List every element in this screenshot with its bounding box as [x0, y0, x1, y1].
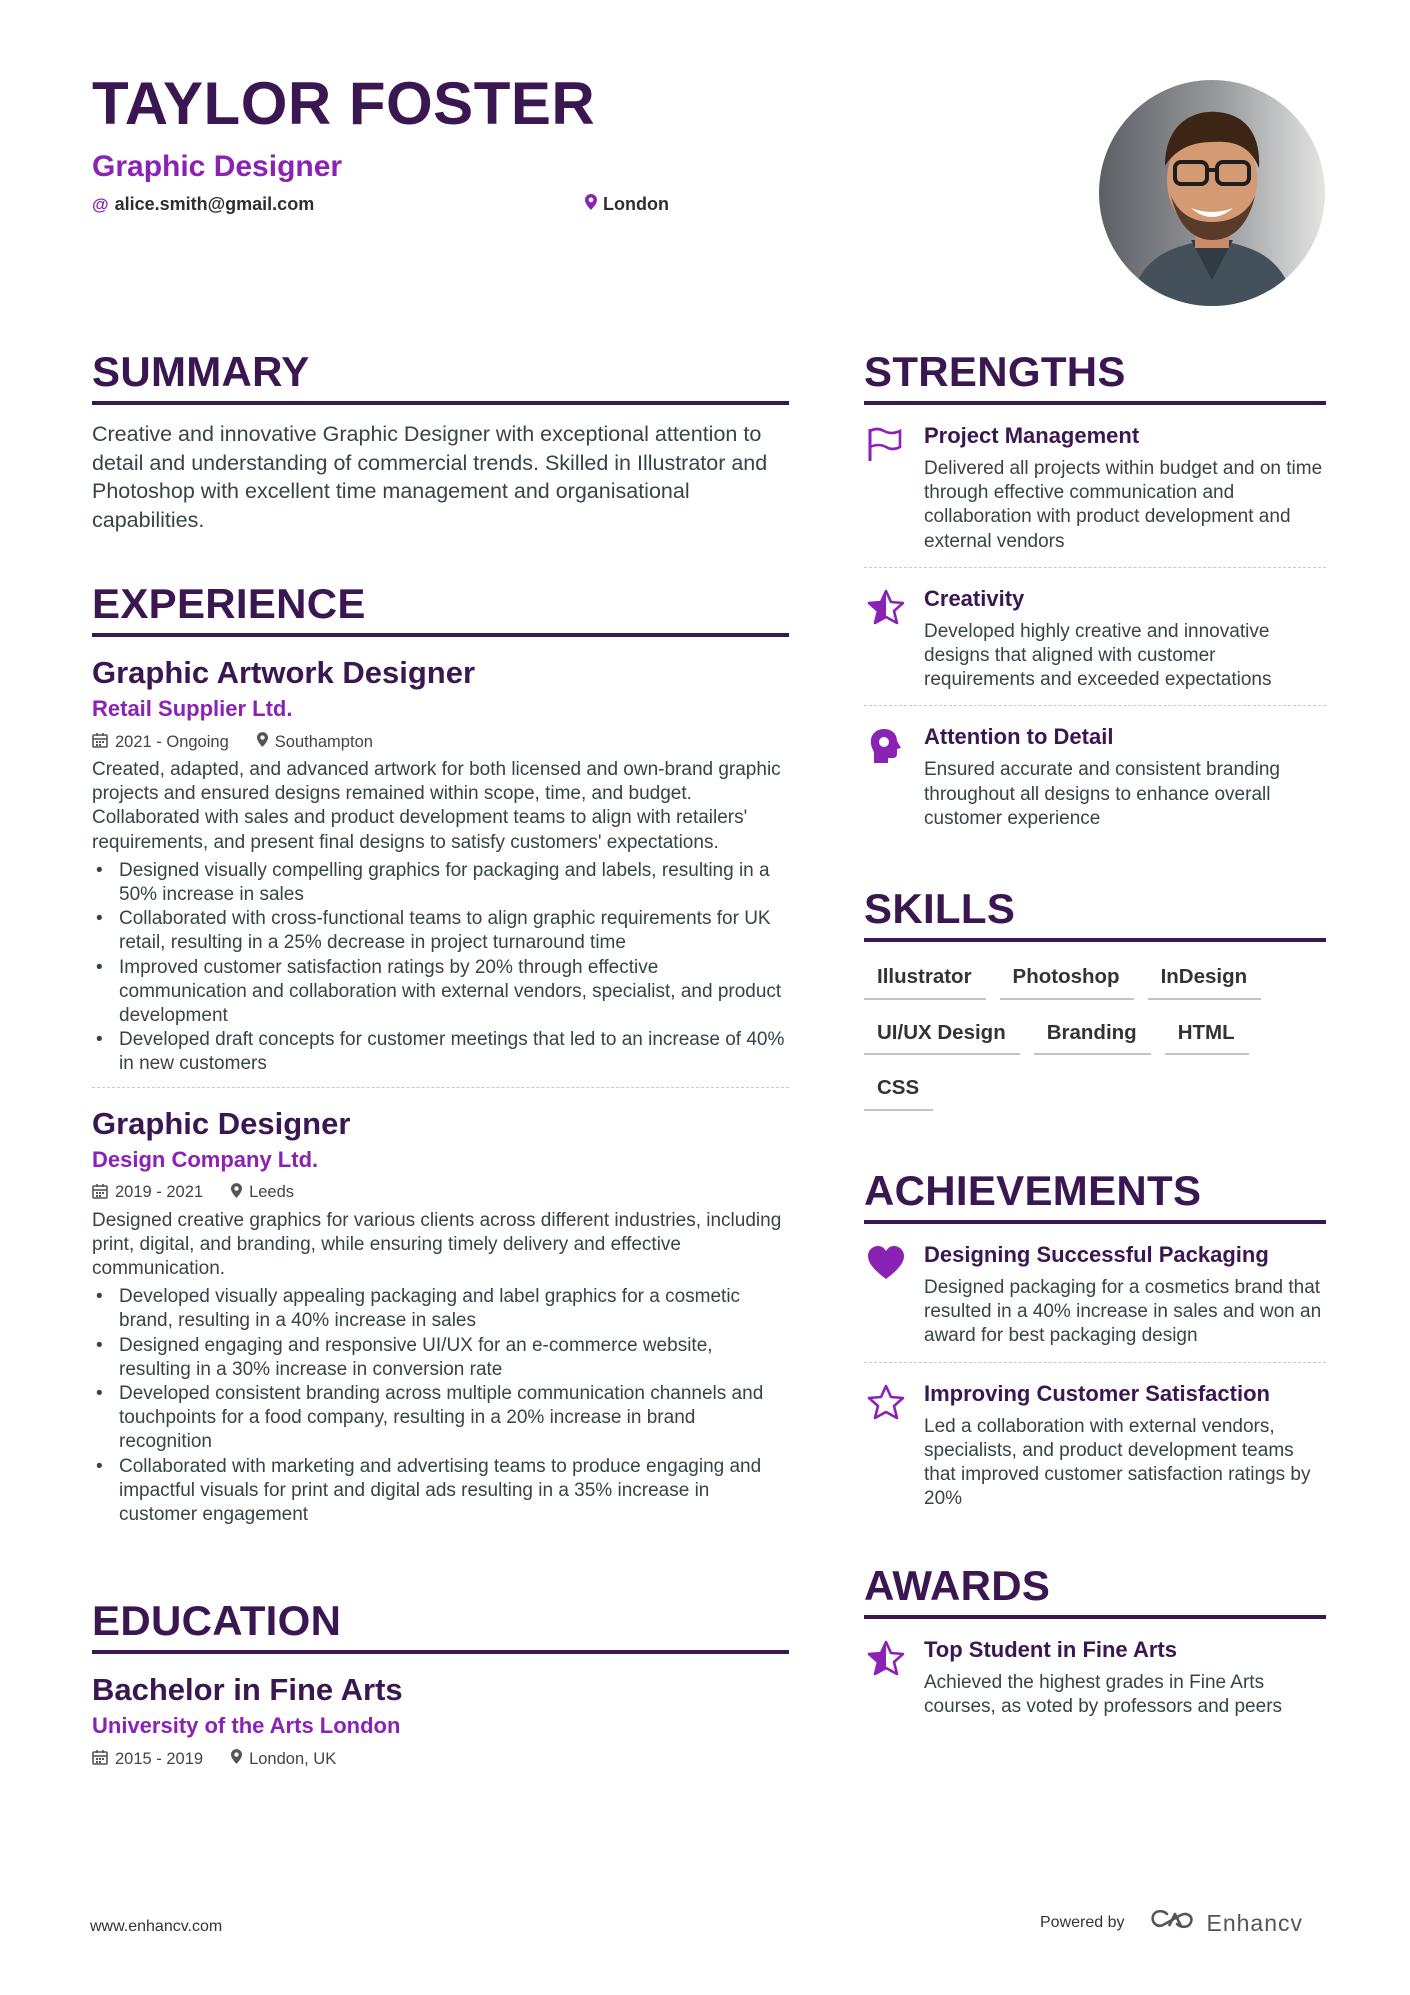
skill-tag: Photoshop [1000, 960, 1134, 1000]
summary-section [92, 348, 789, 534]
job-bullet: • Collaborated with marketing and advertising teams to produce engaging and impactful visuals for print and digital ads resulting in a 35% increase in customer engagement [92, 1455, 789, 1528]
strength-title: Creativity [924, 585, 1025, 611]
job-bullets [92, 859, 789, 1077]
location-pin-icon [257, 732, 268, 752]
enhancv-logo-icon [1149, 1908, 1195, 1938]
calendar-icon [92, 732, 108, 752]
job-bullet: • Designed engaging and responsive UI/UX for an e-commerce website, resulting in a 30% increase in conversion rate [92, 1334, 789, 1382]
powered-by-text: Powered by [1040, 1914, 1125, 1931]
candidate-headline: Graphic Designer [92, 150, 343, 183]
job-bullet: • Collaborated with cross-functional teams to align graphic requirements for UK retail, resulting in a 25% decrease in project turnaround time [92, 907, 789, 955]
company-name: Retail Supplier Ltd. [92, 696, 293, 721]
job-description: Designed creative graphics for various clients across different industries, including print, digital, and branding, while ensuring timely delivery and effective communication. [92, 1209, 782, 1280]
job-location [231, 1183, 294, 1203]
education-location-text: London, UK [249, 1749, 337, 1768]
job-bullet: • Developed draft concepts for customer meetings that led to an increase of 40% in new customers [92, 1028, 789, 1076]
at-icon: @ [92, 194, 109, 214]
job-bullet: • Developed consistent branding across multiple communication channels and touchpoints for a food company, resulting in a 20% increase in brand recognition [92, 1382, 789, 1455]
strength-item [864, 585, 1326, 693]
skill-tag: CSS [864, 1071, 933, 1111]
section-divider [92, 633, 789, 637]
job-description: Created, adapted, and advanced artwork for both licensed and own-brand graphic projects and ensured designs remained within scope, time, and budget. Collaborated with sales and product development teams to align with retailers' requirements, and present final designs to satisfy customers' expectations. [92, 759, 781, 853]
strengths-section [864, 348, 1326, 831]
experience-entry [92, 657, 789, 1077]
strength-description: Developed highly creative and innovative designs that aligned with customer requirements and exceeded expectations [924, 620, 1272, 691]
flag-icon [866, 425, 906, 465]
degree-title: Bachelor in Fine Arts [92, 1672, 403, 1707]
job-location-text: Leeds [249, 1183, 295, 1202]
location-contact [585, 194, 669, 215]
job-location-text: Southampton [274, 732, 373, 751]
strength-item [864, 726, 1326, 831]
section-divider [92, 401, 789, 405]
achievements-heading: ACHIEVEMENTS [864, 1167, 1202, 1214]
job-dates-text: 2019 - 2021 [115, 1183, 204, 1202]
brand-name: Enhancv [1206, 1909, 1304, 1936]
job-bullets [92, 1285, 789, 1527]
entry-separator [92, 1087, 789, 1088]
star-half-icon [866, 588, 906, 628]
achievement-description: Led a collaboration with external vendors, specialists, and product development teams that improved customer satisfaction ratings by 20% [924, 1415, 1311, 1510]
section-divider [92, 1650, 789, 1654]
location-pin-icon [585, 194, 597, 215]
profile-photo [1099, 80, 1325, 306]
job-location [257, 732, 373, 752]
calendar-icon [92, 1183, 108, 1203]
skill-tag: UI/UX Design [864, 1016, 1020, 1056]
summary-heading: SUMMARY [92, 348, 310, 395]
job-dates [92, 732, 229, 752]
job-dates-text: 2021 - Ongoing [115, 732, 229, 751]
strength-description: Delivered all projects within budget and on time through effective communication and collaboration with product development and external vendors [924, 458, 1323, 552]
strengths-heading: STRENGTHS [864, 348, 1126, 395]
education-dates [92, 1749, 203, 1769]
achievement-title: Improving Customer Satisfaction [924, 1380, 1270, 1406]
education-dates-text: 2015 - 2019 [115, 1749, 204, 1768]
skills-section [864, 885, 1326, 1111]
experience-entry [92, 1105, 789, 1528]
awards-section [864, 1562, 1326, 1719]
head-icon [866, 726, 906, 766]
candidate-name: TAYLOR FOSTER [92, 70, 596, 137]
email-contact[interactable] [92, 194, 314, 215]
job-bullet: • Developed visually appealing packaging and label graphics for a cosmetic brand, resulting in a 40% increase in sales [92, 1285, 789, 1333]
brand-logo [1149, 1908, 1304, 1938]
job-meta [92, 1183, 789, 1203]
calendar-icon [92, 1749, 108, 1769]
section-divider [864, 1220, 1326, 1224]
education-location [231, 1749, 336, 1769]
job-title: Graphic Artwork Designer [92, 655, 476, 690]
achievement-title: Designing Successful Packaging [924, 1242, 1269, 1267]
education-heading: EDUCATION [92, 1597, 342, 1644]
strength-title: Project Management [924, 423, 1140, 448]
job-bullet: • Improved customer satisfaction ratings by 20% through effective communication and collaboration with external vendors, specialist, and product development [92, 956, 789, 1029]
skill-tag: Illustrator [864, 960, 986, 1000]
section-divider [864, 401, 1326, 405]
strength-description: Ensured accurate and consistent branding throughout all designs to enhance overall customer experience [924, 759, 1280, 829]
achievement-item [864, 1244, 1326, 1349]
education-section [92, 1597, 789, 1769]
skill-tag: Branding [1034, 1016, 1151, 1056]
award-title: Top Student in Fine Arts [924, 1637, 1177, 1662]
heart-icon [866, 1244, 906, 1284]
footer-website-link[interactable]: www.enhancv.com [90, 1918, 223, 1935]
location-pin-icon [231, 1183, 242, 1203]
achievement-item [864, 1380, 1326, 1512]
achievement-description: Designed packaging for a cosmetics brand that resulted in a 40% increase in sales and won an award for best packaging design [924, 1277, 1322, 1347]
school-name: University of the Arts London [92, 1713, 401, 1738]
education-entry [92, 1674, 789, 1769]
email-text: alice.smith@gmail.com [114, 194, 315, 214]
achievements-section [864, 1167, 1326, 1511]
award-item [864, 1639, 1326, 1719]
entry-separator [864, 1362, 1326, 1363]
job-meta [92, 732, 789, 752]
job-bullet: • Designed visually compelling graphics for packaging and labels, resulting in a 50% increase in sales [92, 859, 789, 907]
award-description: Achieved the highest grades in Fine Arts courses, as voted by professors and peers [924, 1672, 1283, 1718]
entry-separator [864, 567, 1326, 568]
skills-heading: SKILLS [864, 885, 1016, 932]
entry-separator [864, 705, 1326, 706]
job-dates [92, 1183, 203, 1203]
company-name: Design Company Ltd. [92, 1146, 319, 1172]
experience-heading: EXPERIENCE [92, 580, 366, 627]
location-pin-icon [231, 1749, 242, 1769]
skills-list [864, 960, 1326, 1111]
job-title: Graphic Designer [92, 1105, 351, 1141]
strength-item [864, 425, 1326, 554]
location-text: London [603, 194, 669, 214]
education-meta [92, 1749, 789, 1769]
experience-section [92, 580, 789, 1527]
summary-text: Creative and innovative Graphic Designer with exceptional attention to detail and understanding of commercial trends. Skilled in Illustrator and Photoshop with excellent time management and organisational capabilities. [92, 422, 768, 532]
star-half-icon [866, 1639, 906, 1679]
section-divider [864, 1615, 1326, 1619]
footer-branding[interactable] [1040, 1908, 1303, 1938]
section-divider [864, 938, 1326, 942]
strength-title: Attention to Detail [924, 724, 1114, 750]
skill-tag: HTML [1165, 1016, 1249, 1056]
awards-heading: AWARDS [864, 1562, 1051, 1609]
star-outline-icon [866, 1383, 906, 1423]
skill-tag: InDesign [1148, 960, 1262, 1000]
